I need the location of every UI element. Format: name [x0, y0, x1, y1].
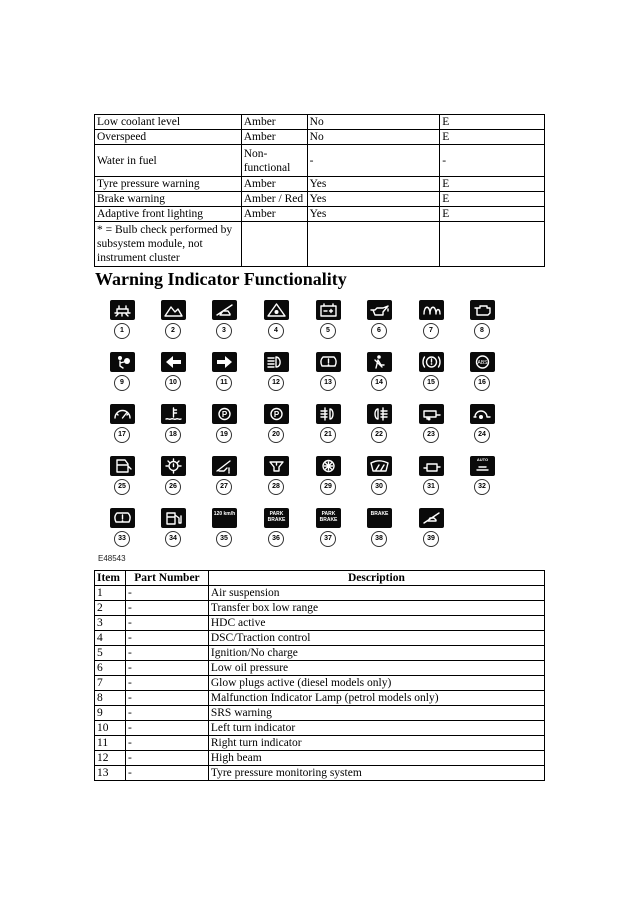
parking-brake-icon: [264, 404, 289, 424]
table-cell: 5: [95, 646, 126, 661]
indicator-31: [404, 451, 456, 499]
table-row: [95, 616, 545, 631]
header-item: Item: [95, 571, 126, 586]
indicator-description-table: [94, 570, 545, 781]
indicator-4: [249, 295, 301, 343]
mountain-low-range-icon: [161, 300, 186, 320]
table-cell: No: [307, 130, 440, 145]
abs-icon: [470, 352, 495, 372]
indicator-number: 9: [114, 375, 130, 391]
indicator-10: [146, 347, 198, 395]
indicator-number: 25: [114, 479, 130, 495]
indicator-number: 1: [114, 323, 130, 339]
table-cell: 8: [95, 691, 126, 706]
indicator-27: [197, 451, 249, 499]
table-cell: E: [440, 115, 545, 130]
frost-warning-icon: [316, 456, 341, 476]
table-header-row: [95, 571, 545, 586]
table-cell: High beam: [208, 751, 544, 766]
park-brake-text-icon: [264, 508, 289, 528]
indicator-number: 39: [423, 531, 439, 547]
coolant-icon: [161, 404, 186, 424]
table-cell: 9: [95, 706, 126, 721]
table-cell: -: [125, 676, 208, 691]
indicator-number: 7: [423, 323, 439, 339]
glow-plug-icon: [419, 300, 444, 320]
door-open-icon: [110, 456, 135, 476]
indicator-25: [95, 451, 147, 499]
indicator-30: [352, 451, 404, 499]
hdc-slope-icon: [212, 300, 237, 320]
table-row: [95, 145, 545, 177]
table-row: [95, 207, 545, 222]
rear-fog-icon: [367, 404, 392, 424]
table-cell: -: [307, 145, 440, 177]
indicator-36: [249, 503, 301, 551]
indicator-23: [404, 399, 456, 447]
table-cell: HDC active: [208, 616, 544, 631]
warning-indicator-figure: [95, 293, 508, 565]
indicator-text: BRAKE: [370, 511, 389, 517]
indicator-21: [301, 399, 353, 447]
indicator-number: 22: [371, 427, 387, 443]
table-cell: Amber: [241, 177, 307, 192]
indicator-number: 32: [474, 479, 490, 495]
parking-brake-icon: [212, 404, 237, 424]
table-cell: Low coolant level: [95, 115, 242, 130]
table-cell: Right turn indicator: [208, 736, 544, 751]
table-cell: 2: [95, 601, 126, 616]
table-cell: Yes: [307, 177, 440, 192]
table-cell: -: [440, 145, 545, 177]
table-cell: Yes: [307, 192, 440, 207]
indicator-37: [301, 503, 353, 551]
table-cell: [440, 222, 545, 267]
table-cell: Transfer box low range: [208, 601, 544, 616]
indicator-33: [95, 503, 147, 551]
adaptive-lighting-icon: [470, 404, 495, 424]
table-cell: Amber: [241, 115, 307, 130]
washer-warning-icon: [212, 456, 237, 476]
table-cell: -: [125, 586, 208, 601]
auto-icon: [470, 456, 495, 476]
table-row: [95, 601, 545, 616]
dsc-triangle-icon: [264, 300, 289, 320]
indicator-34: [146, 503, 198, 551]
indicator-2: [146, 295, 198, 343]
indicator-number: 14: [371, 375, 387, 391]
svg-text:P: P: [221, 409, 228, 419]
bulb-failure-icon: [161, 456, 186, 476]
table-row: [95, 631, 545, 646]
table-cell: Left turn indicator: [208, 721, 544, 736]
trailer-icon: [419, 404, 444, 424]
table-cell: -: [125, 661, 208, 676]
tyre-pressure-icon: [110, 508, 135, 528]
indicator-number: 5: [320, 323, 336, 339]
front-fog-icon: [316, 404, 341, 424]
table-cell: Brake warning: [95, 192, 242, 207]
indicator-number: 27: [216, 479, 232, 495]
table-row: [95, 646, 545, 661]
table-row: [95, 661, 545, 676]
indicator-number: 38: [371, 531, 387, 547]
indicator-number: 18: [165, 427, 181, 443]
table-row: [95, 691, 545, 706]
indicator-28: [249, 451, 301, 499]
indicator-number: 33: [114, 531, 130, 547]
table-cell: -: [125, 721, 208, 736]
indicator-number: 24: [474, 427, 490, 443]
indicator-number: 6: [371, 323, 387, 339]
indicator-number: 10: [165, 375, 181, 391]
table-row: [95, 676, 545, 691]
table-row: [95, 115, 545, 130]
air-suspension-icon: [110, 300, 135, 320]
windscreen-icon: [367, 456, 392, 476]
table-cell: 11: [95, 736, 126, 751]
indicator-text: PARK BRAKE: [267, 511, 286, 523]
table-row: [95, 721, 545, 736]
indicator-5: [301, 295, 353, 343]
indicator-number: 19: [216, 427, 232, 443]
water-in-fuel-icon: [264, 456, 289, 476]
table-cell: SRS warning: [208, 706, 544, 721]
indicator-18: [146, 399, 198, 447]
indicator-status-table: [94, 114, 545, 267]
indicator-9: [95, 347, 147, 395]
table-row: [95, 177, 545, 192]
table-cell: Yes: [307, 207, 440, 222]
indicator-number: 12: [268, 375, 284, 391]
indicator-text: AUTO: [476, 457, 489, 462]
table-cell: [307, 222, 440, 267]
table-cell: -: [125, 601, 208, 616]
fuel-pump-icon: [161, 508, 186, 528]
indicator-39: [404, 503, 456, 551]
table-cell: Tyre pressure warning: [95, 177, 242, 192]
indicator-text: PARK BRAKE: [319, 511, 338, 523]
table-cell: -: [125, 751, 208, 766]
overspeed-icon: [212, 508, 237, 528]
indicator-number: 26: [165, 479, 181, 495]
indicator-number: 4: [268, 323, 284, 339]
table-row: [95, 586, 545, 601]
gauge-icon: [110, 404, 135, 424]
table-row: [95, 192, 545, 207]
table-cell: E: [440, 177, 545, 192]
indicator-29: [301, 451, 353, 499]
indicator-number: 34: [165, 531, 181, 547]
brake-circle-icon: [419, 352, 444, 372]
table-cell: -: [125, 766, 208, 781]
indicator-number: 20: [268, 427, 284, 443]
indicator-number: 21: [320, 427, 336, 443]
indicator-38: [352, 503, 404, 551]
battery-icon: [316, 300, 341, 320]
table-cell: No: [307, 115, 440, 130]
table-cell: Air suspension: [208, 586, 544, 601]
table-row: [95, 130, 545, 145]
indicator-number: 36: [268, 531, 284, 547]
svg-text:P: P: [273, 409, 280, 419]
table-cell: Tyre pressure monitoring system: [208, 766, 544, 781]
indicator-20: [249, 399, 301, 447]
indicator-number: 17: [114, 427, 130, 443]
indicator-24: [455, 399, 507, 447]
indicator-text: 120 km/h: [213, 511, 236, 517]
high-beam-icon: [264, 352, 289, 372]
indicator-11: [197, 347, 249, 395]
indicator-1: [95, 295, 147, 343]
indicator-number: 23: [423, 427, 439, 443]
indicator-14: [352, 347, 404, 395]
table-row: [95, 766, 545, 781]
indicator-number: 28: [268, 479, 284, 495]
indicator-8: [455, 295, 507, 343]
header-description: Description: [208, 571, 544, 586]
indicator-35: [197, 503, 249, 551]
table-cell: Overspeed: [95, 130, 242, 145]
table-cell: 6: [95, 661, 126, 676]
header-part-number: Part Number: [125, 571, 208, 586]
table-cell: 1: [95, 586, 126, 601]
table-cell: Ignition/No charge: [208, 646, 544, 661]
table-cell: -: [125, 691, 208, 706]
table-cell: -: [125, 736, 208, 751]
table-cell: 10: [95, 721, 126, 736]
brake-text-icon: [367, 508, 392, 528]
tyre-pressure-icon: [316, 352, 341, 372]
table-cell: Low oil pressure: [208, 661, 544, 676]
engine-icon: [470, 300, 495, 320]
svg-text:ABS: ABS: [477, 360, 488, 366]
right-arrow-icon: [212, 352, 237, 372]
indicator-number: 3: [216, 323, 232, 339]
table-cell: E: [440, 192, 545, 207]
cruise-control-icon: [419, 456, 444, 476]
table-cell: Adaptive front lighting: [95, 207, 242, 222]
table-cell: Amber: [241, 207, 307, 222]
indicator-15: [404, 347, 456, 395]
indicator-number: 11: [216, 375, 232, 391]
indicator-number: 30: [371, 479, 387, 495]
indicator-number: 15: [423, 375, 439, 391]
indicator-number: 31: [423, 479, 439, 495]
indicator-13: [301, 347, 353, 395]
table-cell: 7: [95, 676, 126, 691]
indicator-number: 16: [474, 375, 490, 391]
table-cell: * = Bulb check performed by subsystem module, not instrument cluster: [95, 222, 242, 267]
indicator-19: [197, 399, 249, 447]
table-cell: Amber: [241, 130, 307, 145]
indicator-6: [352, 295, 404, 343]
indicator-22: [352, 399, 404, 447]
left-arrow-icon: [161, 352, 186, 372]
indicator-3: [197, 295, 249, 343]
seatbelt-icon: [367, 352, 392, 372]
table-cell: 3: [95, 616, 126, 631]
hill-descent-icon: [419, 508, 444, 528]
table-row: [95, 736, 545, 751]
table-cell: 12: [95, 751, 126, 766]
section-title: Warning Indicator Functionality: [95, 269, 347, 289]
indicator-number: 35: [216, 531, 232, 547]
indicator-12: [249, 347, 301, 395]
table-cell: Amber / Red: [241, 192, 307, 207]
table-cell: -: [125, 616, 208, 631]
park-brake-text-icon: [316, 508, 341, 528]
indicator-number: 2: [165, 323, 181, 339]
indicator-number: 13: [320, 375, 336, 391]
indicator-number: 8: [474, 323, 490, 339]
table-cell: 13: [95, 766, 126, 781]
table-cell: E: [440, 130, 545, 145]
table-cell: Glow plugs active (diesel models only): [208, 676, 544, 691]
figure-reference: E48543: [98, 554, 126, 563]
table-cell: -: [125, 646, 208, 661]
indicator-32: [455, 451, 507, 499]
indicator-17: [95, 399, 147, 447]
indicator-number: 29: [320, 479, 336, 495]
table-cell: Non-functional: [241, 145, 307, 177]
table-cell: 4: [95, 631, 126, 646]
table-cell: [241, 222, 307, 267]
oil-can-icon: [367, 300, 392, 320]
indicator-number: 37: [320, 531, 336, 547]
indicator-7: [404, 295, 456, 343]
airbag-icon: [110, 352, 135, 372]
table-cell: Malfunction Indicator Lamp (petrol models only): [208, 691, 544, 706]
table-cell: -: [125, 706, 208, 721]
table-row: [95, 751, 545, 766]
table-cell: DSC/Traction control: [208, 631, 544, 646]
table-cell: -: [125, 631, 208, 646]
table-cell: Water in fuel: [95, 145, 242, 177]
indicator-26: [146, 451, 198, 499]
table-row: [95, 706, 545, 721]
table-cell: E: [440, 207, 545, 222]
indicator-16: [455, 347, 507, 395]
table-row: [95, 222, 545, 267]
